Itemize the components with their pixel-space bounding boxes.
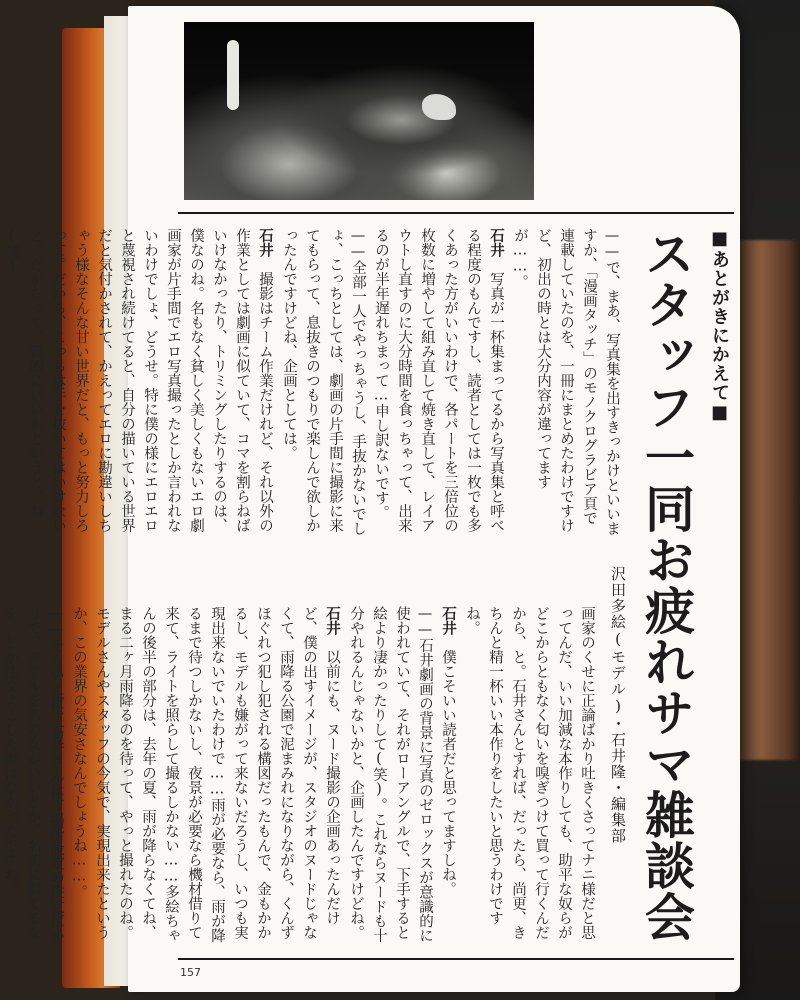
book-page	[2, 6, 740, 992]
paragraph-text: 僕こそいい読者だと思ってますしね。	[440, 649, 456, 896]
page-number: 157	[180, 966, 201, 979]
article-kicker: ■あとがきにかえて■	[709, 228, 730, 424]
night-photo	[184, 22, 534, 200]
paragraph: ——そういえば、石井さんは、場所設定の注文ばかりで、モデルをあの女がいいとか、名美に似てる女を、とか注文よこした事はなかったですね。	[2, 606, 64, 943]
speaker-label: 石井	[324, 606, 341, 635]
photo-figure-right	[422, 94, 456, 120]
paragraph: ——全部一人でやっちゃうし、手抜かないでしょ、こっちとしては、劇画の片手間に撮影に来てもらって、息抜きのつもりで楽しんで欲しかったんですけどね、企画としては。	[281, 228, 366, 536]
paragraph: 画家のくせに正論ばかり吐きくさってナニ様だと思ってんだ、いい加減な本作りしても、助平な奴らがどこからともなく匂いを嗅ぎつけて買って行くんだから、と。石井さんとすれば、だったら、尚更、きちんと精一杯いい本作りをしたいと思うわけですね。	[464, 606, 595, 940]
article-title: スタッフ一同お疲れサマ雑談会	[637, 228, 695, 942]
paragraph-text: 写真が一杯集まってるから写真集と呼べる程度のもんですし、読者としては一枚でも多くあった方がいいわけで、各パートを三倍位の枚数に増やして組み直して焼き直して、レイアウトし直すのに大分時間を食っちゃって、出来るのが半年遅れちまって…申し訳ないです。	[373, 228, 504, 533]
body-column-upper	[4, 228, 623, 538]
speaker-label: 石井	[257, 228, 274, 257]
top-rule	[178, 212, 734, 214]
paragraph	[0, 228, 277, 538]
paragraph	[369, 228, 508, 538]
speaker-label: 石井	[440, 606, 457, 635]
speaker-label: 石井	[488, 228, 505, 257]
paragraph	[67, 606, 344, 946]
article-byline: 沢田多絵(モデル)・石井隆・編集部	[609, 566, 627, 844]
paragraph-text: 撮影はチーム作業だけれど、それ以外の作業としては劇画に似ていて、コマを割らねばいけなかったり、トリミングしたりするのは、僕なのね。名もなく貧しく美しくもないエロ劇画家が片手間でエロ写真撮ったとしか言われないわけでしょ、どうせ。特に僕の様にエロエロと蔑視され続けてると、自分の描いている世界だと気付かされて、かえってエロに勘違いしちゃう様なそんな甘い世界だと、もっと努力しろって。だから、こっちは手を抜いてはいけないと。だからって、質的にいいかというと、ね(笑)	[4, 228, 273, 533]
paragraph-text: 以前にも、ヌード撮影の企画あったんだけど、僕の出すイメージが、スタジオのヌードじゃなくて、雨降る公園で泥まみれになりながら、くんずほぐれつ犯し犯される構図だったもんで、金もかかるし、モデルも嫌がって来ないだろうし、いつも実現出来ないでいたわけで……雨が必要なら、雨が降るまで待つしかないし、夜景が必要なら機材借りて来て、ライトを照らして撮るしかない……多絵ちゃんの後半の部分は、去年の夏、雨が降らなくてね、まる二ヶ月雨降るのを待って、やっと撮れたのね。モデルさんやスタッフの今気で、実現出来たというか、この業界の気安さなんでしょうね……。	[71, 606, 340, 943]
photo-figure-left	[227, 40, 239, 110]
bottom-rule	[178, 958, 734, 960]
body-column-lower	[2, 606, 598, 946]
paragraph	[436, 606, 460, 946]
paragraph: ——石井劇画の背景に写真のゼロックスが意識的に使われていて、それがローアングルで、下手すると絵より凄かったりして(笑)。これならヌードも十分やれるんじゃないかと、企画したんですけどね。	[348, 606, 433, 943]
paragraph: ——で、まあ、写真集を出すきっかけといいますか、「漫画タッチ」のモノクログラビア頁で連載していたのを、一冊にまとめたわけですけど、初出の時とは大分内容が違ってますが……。	[512, 228, 620, 536]
facing-page-photo	[735, 240, 800, 760]
